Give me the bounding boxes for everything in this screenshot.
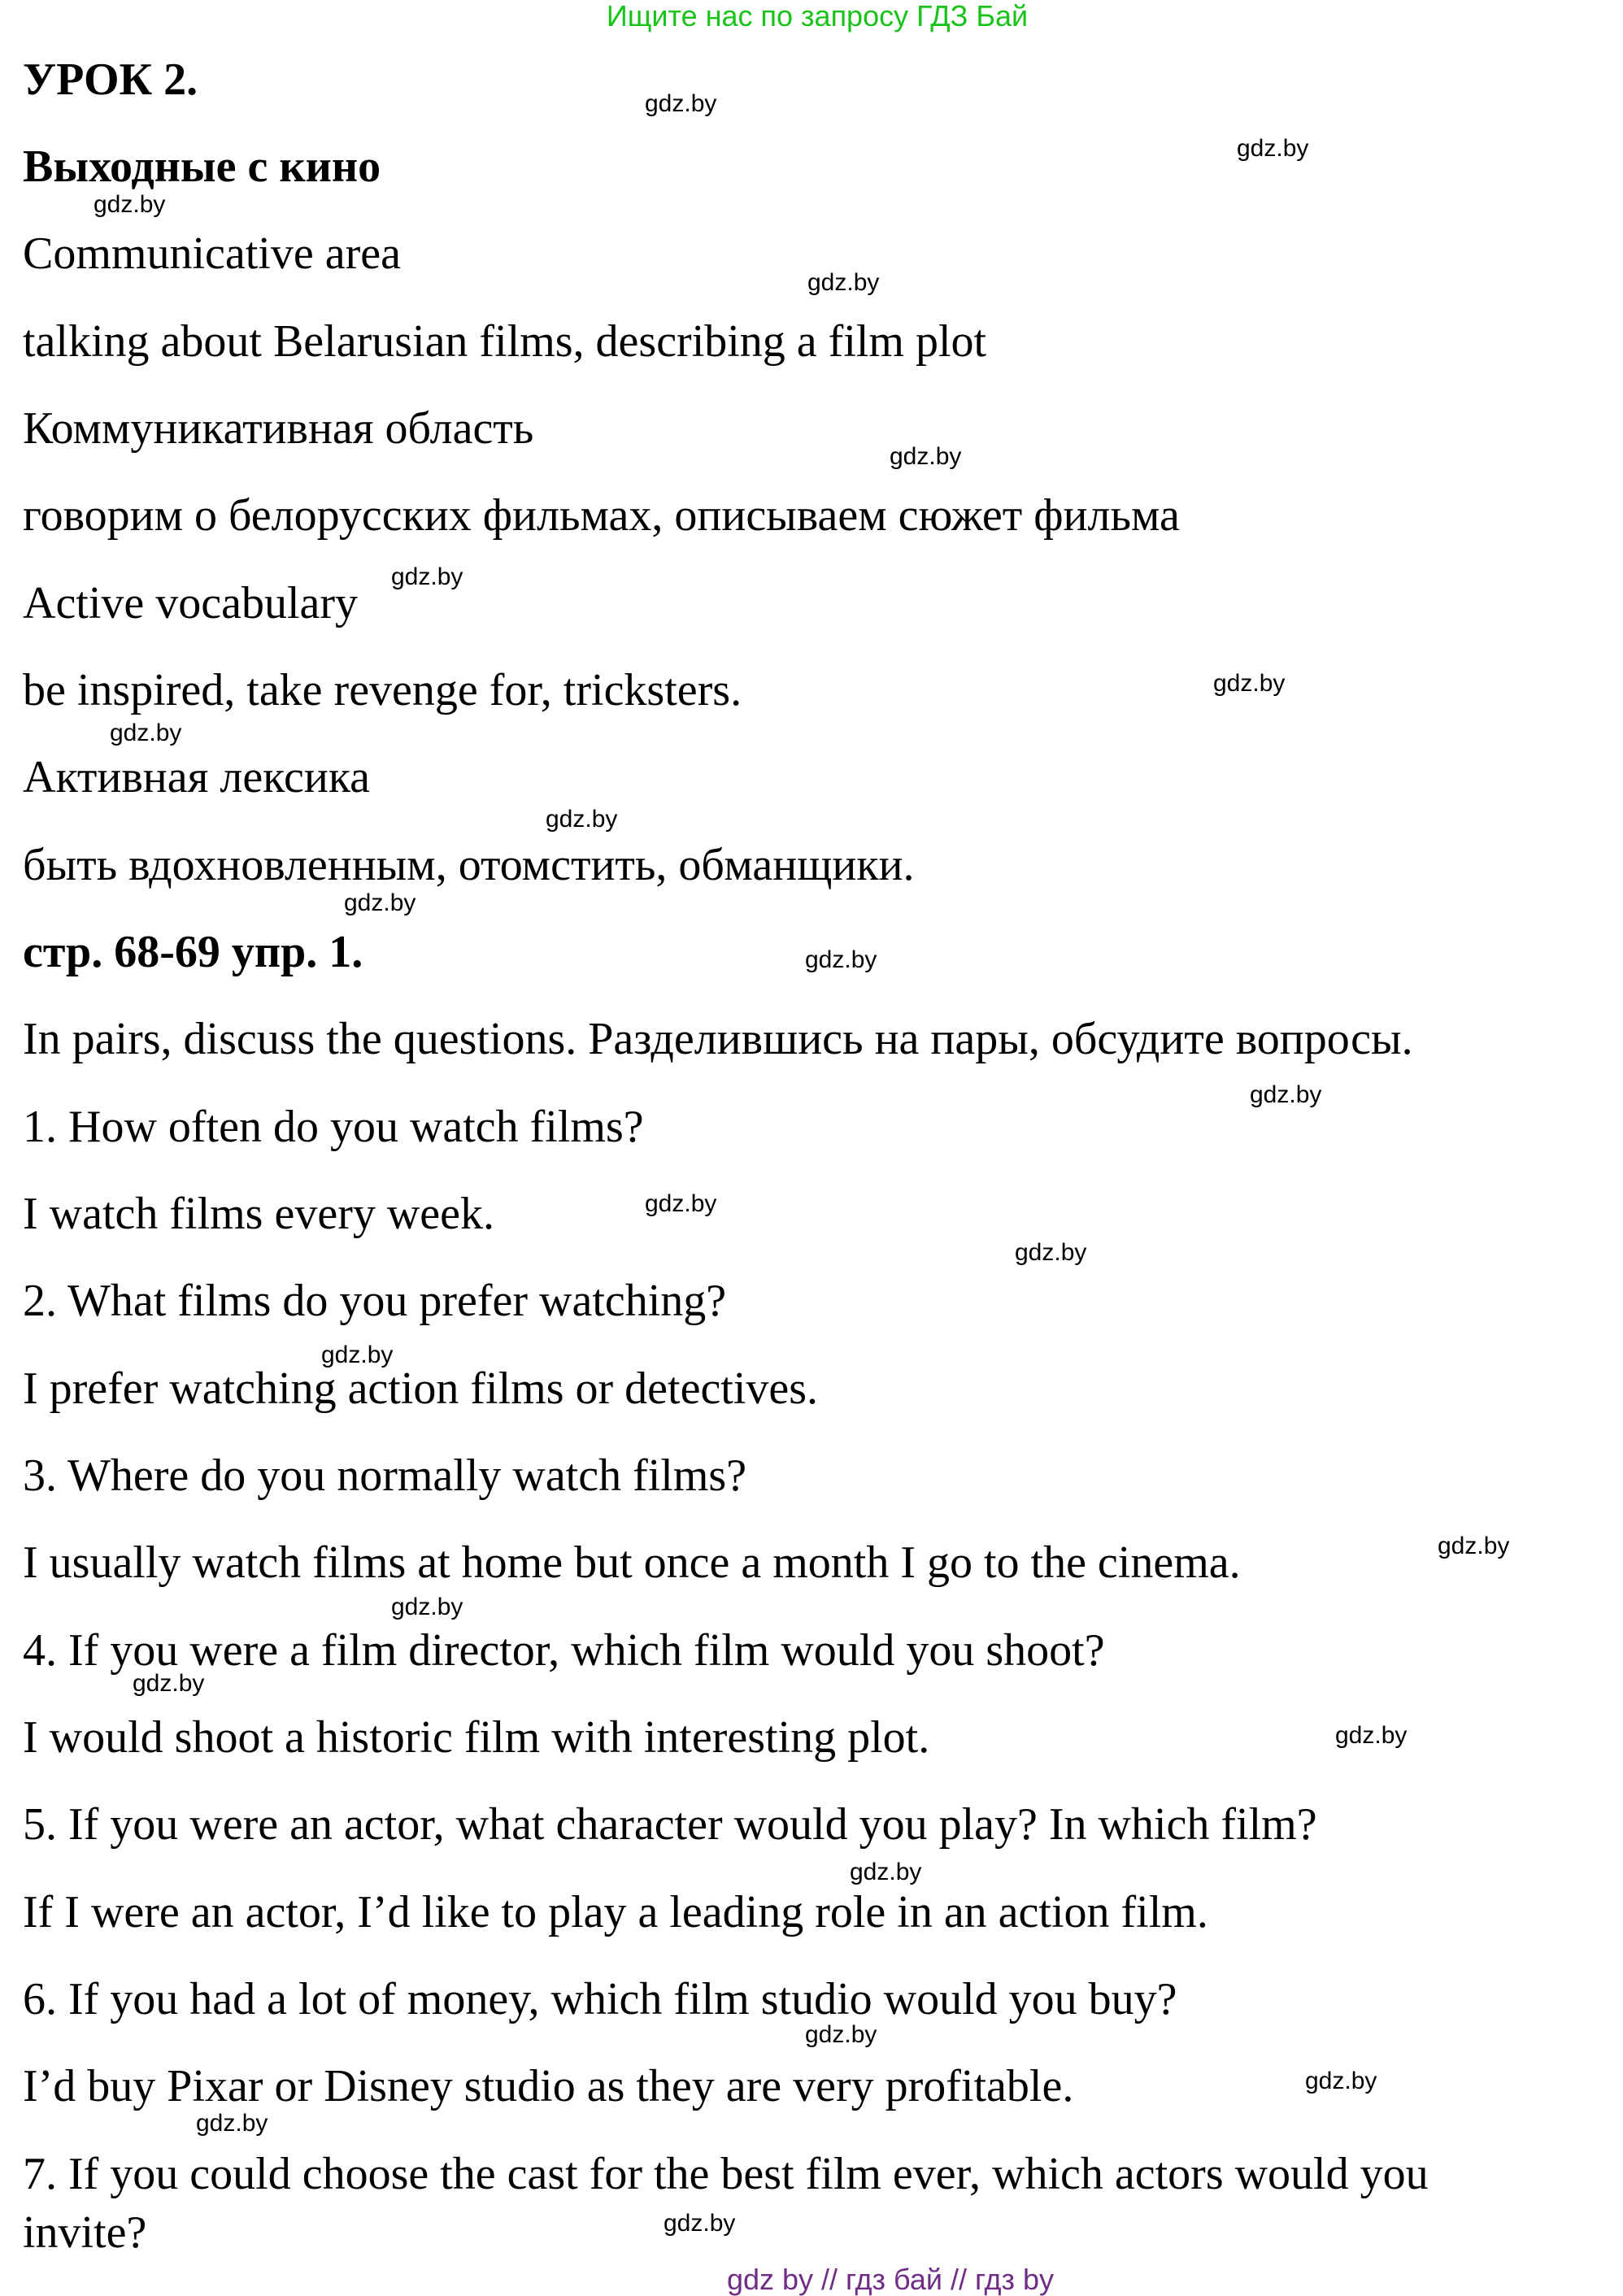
watermark: gdz.by bbox=[196, 2110, 268, 2137]
lesson-line: быть вдохновленным, отомстить, обманщики. bbox=[23, 840, 915, 890]
lesson-title: УРОК 2. bbox=[23, 54, 198, 105]
exercise-line: 1. How often do you watch films? bbox=[23, 1102, 644, 1152]
lesson-line: Active vocabulary bbox=[23, 578, 359, 628]
watermark: gdz.by bbox=[1305, 2068, 1377, 2094]
exercise-heading: стр. 68-69 упр. 1. bbox=[23, 927, 363, 977]
watermark: gdz.by bbox=[391, 563, 463, 590]
watermark: gdz.by bbox=[1213, 670, 1286, 697]
watermark: gdz.by bbox=[1237, 135, 1309, 162]
watermark: gdz.by bbox=[890, 443, 962, 470]
exercise-line: I watch films every week. bbox=[23, 1189, 494, 1239]
exercise-line: 2. What films do you prefer watching? bbox=[23, 1276, 727, 1326]
top-banner: Ищите нас по запросу ГДЗ Бай bbox=[606, 0, 1029, 33]
lesson-line: talking about Belarusian films, describing a film plot bbox=[23, 316, 987, 367]
exercise-line: 3. Where do you normally watch films? bbox=[23, 1450, 747, 1501]
exercise-line: invite? bbox=[23, 2207, 147, 2258]
exercise-line: 4. If you were a film director, which film would you shoot? bbox=[23, 1625, 1105, 1676]
lesson-line: Communicative area bbox=[23, 228, 401, 279]
watermark: gdz.by bbox=[664, 2210, 736, 2237]
lesson-subtitle: Выходные с кино bbox=[23, 141, 381, 192]
watermark: gdz.by bbox=[321, 1342, 394, 1368]
exercise-line: I’d buy Pixar or Disney studio as they are very profitable. bbox=[23, 2061, 1074, 2111]
watermark: gdz.by bbox=[807, 269, 880, 296]
exercise-line: 5. If you were an actor, what character would you play? In which film? bbox=[23, 1799, 1317, 1850]
lesson-line: Коммуникативная область bbox=[23, 403, 534, 454]
watermark: gdz.by bbox=[1335, 1722, 1408, 1749]
watermark: gdz.by bbox=[110, 720, 182, 746]
watermark: gdz.by bbox=[546, 806, 618, 833]
exercise-line: If I were an actor, I’d like to play a leading role in an action film. bbox=[23, 1887, 1208, 1937]
exercise-instruction: In pairs, discuss the questions. Разделившись на пары, обсудите вопросы. bbox=[23, 1014, 1413, 1064]
lesson-line: Активная лексика bbox=[23, 752, 371, 802]
watermark: gdz.by bbox=[645, 1190, 717, 1217]
watermark: gdz.by bbox=[645, 90, 717, 117]
watermark: gdz.by bbox=[850, 1859, 922, 1885]
lesson-line: говорим о белорусских фильмах, описываем сюжет фильма bbox=[23, 490, 1180, 541]
watermark: gdz.by bbox=[1438, 1533, 1510, 1559]
watermark: gdz.by bbox=[344, 889, 416, 916]
watermark: gdz.by bbox=[133, 1670, 205, 1697]
exercise-line: 6. If you had a lot of money, which film studio would you buy? bbox=[23, 1974, 1177, 2024]
watermark: gdz.by bbox=[1250, 1081, 1322, 1108]
watermark: gdz.by bbox=[391, 1594, 463, 1620]
exercise-line: I would shoot a historic film with interesting plot. bbox=[23, 1712, 930, 1763]
footer-links: gdz by // гдз бай // гдз by bbox=[726, 2263, 1055, 2296]
watermark: gdz.by bbox=[1015, 1239, 1087, 1266]
watermark: gdz.by bbox=[94, 191, 166, 218]
exercise-line: I usually watch films at home but once a month I go to the cinema. bbox=[23, 1537, 1241, 1588]
watermark: gdz.by bbox=[805, 2021, 877, 2048]
lesson-line: be inspired, take revenge for, tricksters. bbox=[23, 665, 742, 715]
exercise-line: 7. If you could choose the cast for the best film ever, which actors would you bbox=[23, 2149, 1429, 2199]
exercise-line: I prefer watching action films or detectives. bbox=[23, 1363, 819, 1414]
watermark: gdz.by bbox=[805, 946, 877, 973]
